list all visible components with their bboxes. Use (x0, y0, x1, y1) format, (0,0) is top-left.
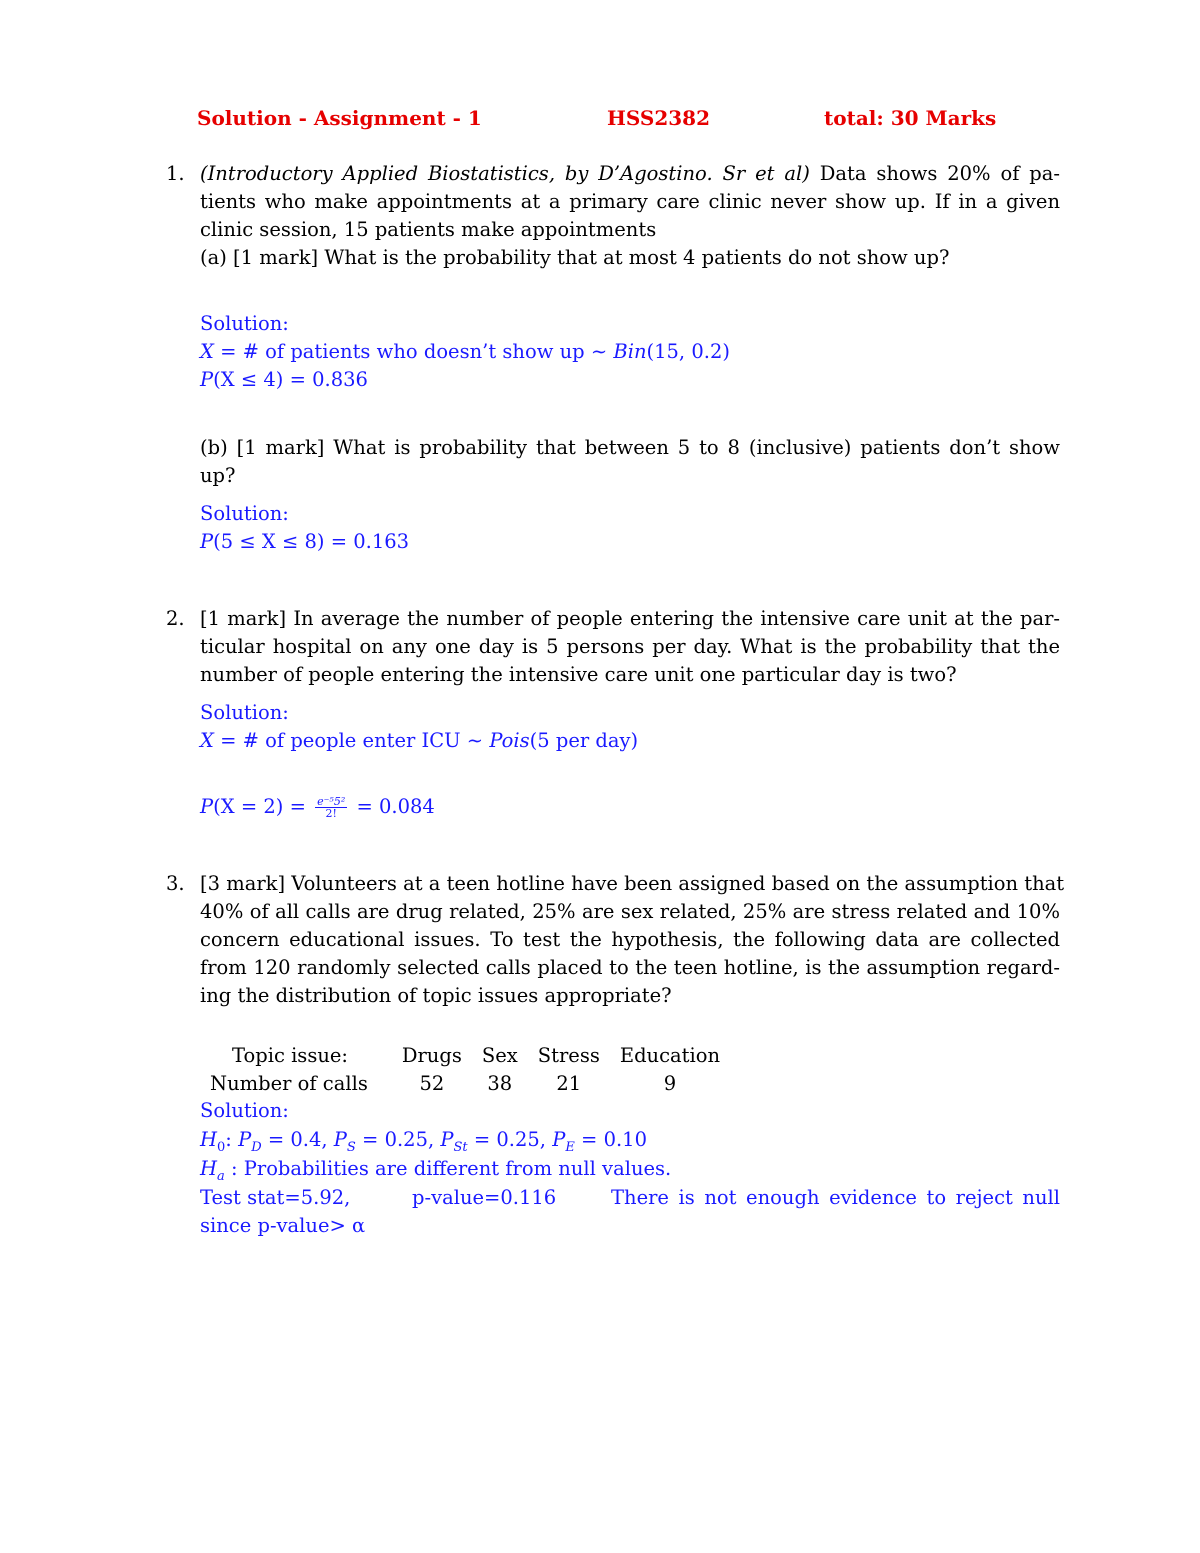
q2-solution-line-2: P(X = 2) = $\frac{\text{e⁻⁵5²}}{2!}$ = 0.084 (200, 795, 435, 820)
q1a-solution-line-1: X = # of patients who doesn’t show up ∼ Bin(15, 0.2) (200, 340, 730, 363)
q1b-solution-label: Solution: (200, 502, 289, 525)
q1-line1-text: Data shows 20% of pa- (819, 162, 1060, 185)
q3-line-1: [3 mark] Volunteers at a teen hotline have been assigned based on the assumption that (200, 872, 1065, 895)
q1a-sol-args: (15, 0.2) (646, 340, 730, 363)
q1-line-2: tients who make appointments at a primary care clinic never show up. If in a given (200, 190, 1060, 213)
q3-p-value: p-value=0.116 (412, 1186, 557, 1209)
q1b-sol-result: (5 ≤ X ≤ 8) = 0.163 (213, 530, 410, 553)
q3-null-hypothesis: $H_0$: $P_D = 0.4$, $P_S = 0.25$, $P_{St} = 0.25$, $P_E = 0.10$ (200, 1128, 647, 1155)
header-total-marks: total: 30 Marks (824, 106, 997, 130)
q3-conclusion-line-2: since p-value> α (200, 1214, 366, 1237)
table-cell: 52 (419, 1072, 445, 1095)
q1-part-b-line-1: (b) [1 mark] What is probability that between 5 to 8 (inclusive) patients don’t show (200, 436, 1060, 459)
table-header-cell: Stress (537, 1044, 600, 1067)
q1b-solution-line: P(5 ≤ X ≤ 8) = 0.163 (200, 530, 410, 553)
q2-frac-numerator: e⁻⁵5² (317, 795, 346, 808)
q2-line-2: ticular hospital on any one day is 5 persons per day. What is the probability that the (200, 635, 1060, 658)
calls-table (200, 1042, 730, 1098)
q3-line-4: from 120 randomly selected calls placed to the teen hotline, is the assumption regard- (200, 956, 1060, 979)
q2-sol-dist: Pois (489, 729, 530, 752)
q1-line-3: clinic session, 15 patients make appointments (200, 218, 657, 241)
q3-line-5: ing the distribution of topic issues appropriate? (200, 984, 672, 1007)
header-course-code: HSS2382 (607, 106, 711, 130)
q1a-solution-label: Solution: (200, 312, 289, 335)
table-header-cell: Drugs (401, 1044, 462, 1067)
q2-solution-label: Solution: (200, 701, 289, 724)
q3-alt-hypothesis: $H_a$ : Probabilities are different from null values. (200, 1157, 672, 1184)
q3-ha-text: : Probabilities are different from null values. (224, 1157, 672, 1180)
q2-number: 2. (166, 607, 185, 630)
table-header-cell: Education (619, 1044, 721, 1067)
q1-number: 1. (166, 162, 185, 185)
q1a-solution-line-2: P(X ≤ 4) = 0.836 (200, 368, 368, 391)
table-cell: 38 (487, 1072, 513, 1095)
q1-citation: (Introductory Applied Biostatistics, by D’Agostino. Sr et al) (200, 162, 810, 185)
q2-line-1: [1 mark] In average the number of people entering the intensive care unit at the par- (200, 607, 1060, 630)
q2-frac-denominator: 2! (325, 807, 337, 820)
q1a-sol-text: = # of patients who doesn’t show up ∼ (213, 340, 614, 363)
q2-fraction (315, 796, 347, 819)
q2-sol-rhs: = 0.084 (350, 795, 435, 818)
q3-line-3: concern educational issues. To test the hypothesis, the following data are collected (200, 928, 1060, 951)
table-cell: 9 (663, 1072, 677, 1095)
q3-h0-text: : $P_D = 0.4$, $P_S = 0.25$, $P_{St} = 0.25$, $P_E = 0.10$ (225, 1128, 647, 1155)
q2-sol-args: (5 per day) (529, 729, 639, 752)
table-header-row (200, 1042, 730, 1070)
table-row (200, 1070, 730, 1098)
q1-line-1 (200, 160, 1060, 188)
q1a-sol-dist: Bin (613, 340, 647, 363)
q1-part-b-line-2: up? (200, 464, 236, 487)
q3-conclusion: There is not enough evidence to reject null (611, 1186, 1060, 1209)
header-title: Solution - Assignment - 1 (197, 106, 482, 130)
q2-sol-lhs: (X = 2) = (213, 795, 313, 818)
table-header-cell: Topic issue: (232, 1044, 348, 1067)
table-header-cell: Sex (481, 1044, 518, 1067)
q3-solution-label: Solution: (200, 1099, 289, 1122)
table-cell: Number of calls (210, 1072, 368, 1095)
q3-test-stat: Test stat=5.92, (200, 1186, 351, 1209)
q2-line-3: number of people entering the intensive care unit one particular day is two? (200, 663, 957, 686)
q2-sol-text: = # of people enter ICU ∼ (213, 729, 490, 752)
q2-solution-line-1: X = # of people enter ICU ∼ Pois(5 per day) (200, 729, 639, 752)
table-cell: 21 (556, 1072, 582, 1095)
q3-line-2: 40% of all calls are drug related, 25% are sex related, 25% are stress related and 10% (200, 900, 1060, 923)
q1-part-a: (a) [1 mark] What is the probability that at most 4 patients do not show up? (200, 246, 950, 269)
q1a-sol-result: (X ≤ 4) = 0.836 (213, 368, 368, 391)
q3-number: 3. (166, 872, 185, 895)
